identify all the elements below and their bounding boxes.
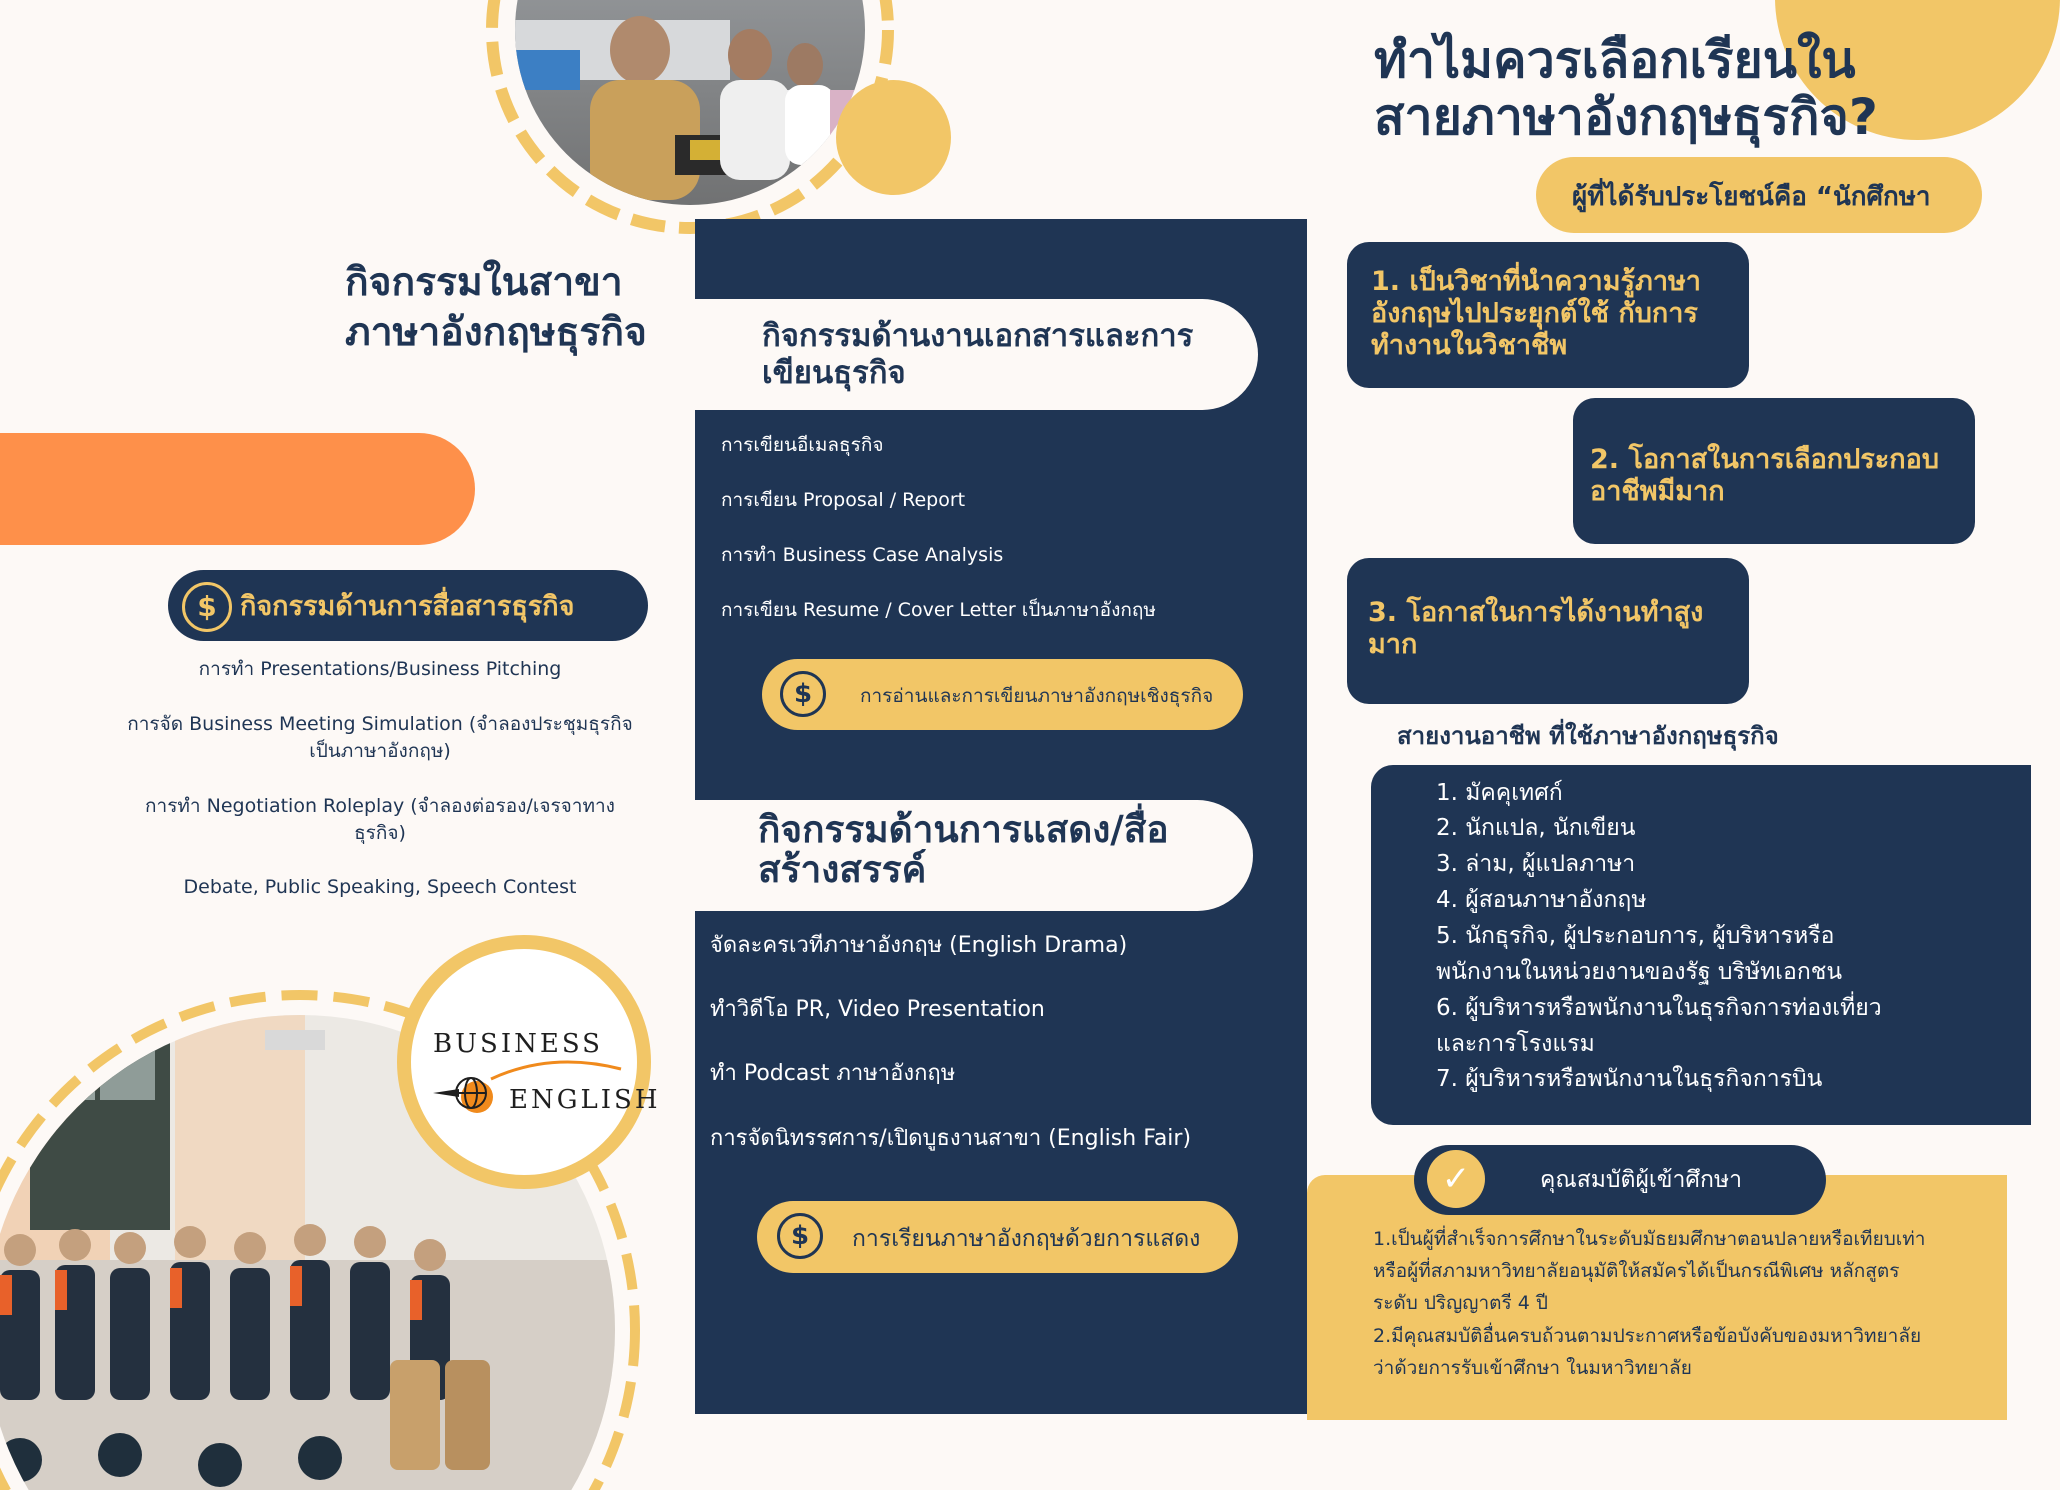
documents-item: การเขียน Resume / Cover Letter เป็นภาษาอังกฤษ [721, 599, 1156, 621]
career-item: 7. ผู้บริหารหรือพนักงานในธุรกิจการบิน [1436, 1066, 1823, 1092]
documents-item: การเขียน Proposal / Report [721, 489, 966, 511]
documents-item: การทำ Business Case Analysis [721, 544, 1004, 566]
section-title: กิจกรรมในสาขาภาษาอังกฤษธุรกิจ [345, 260, 647, 355]
performance-item: ทำวิดีโอ PR, Video Presentation [710, 997, 1045, 1022]
checkmark-icon: ✓ [1427, 1150, 1485, 1208]
logo-text-line2: ENGLISH [509, 1085, 661, 1115]
orange-decoration-pill [0, 433, 475, 545]
dollar-circle-icon: $ [780, 671, 826, 717]
reading-writing-pill [762, 659, 1243, 730]
why-study-title: ทำไมควรเลือกเรียนในสายภาษาอังกฤษธุรกิจ? [1374, 31, 1878, 146]
yellow-circle-decoration [836, 80, 951, 195]
reason-text: 1. เป็นวิชาที่นำความรู้ภาษาอังกฤษไปประยุกต์ใช้ กับการทำงานในวิชาชีพ [1371, 266, 1701, 361]
qualification-heading: คุณสมบัติผู้เข้าศึกษา [1540, 1167, 1743, 1193]
documents-heading: กิจกรรมด้านงานเอกสารและการเขียนธุรกิจ [762, 318, 1194, 391]
dollar-circle-icon: $ [777, 1213, 823, 1259]
qualification-item: 2.มีคุณสมบัติอื่นครบถ้วนตามประกาศหรือข้อบังคับของมหาวิทยาลัยว่าด้วยการรับเข้าศึกษา ในมหาวิทยาลัย [1373, 1325, 1922, 1379]
career-item: 2. นักแปล, นักเขียน [1436, 815, 1636, 841]
dollar-circle-icon: $ [182, 582, 232, 632]
career-item: 4. ผู้สอนภาษาอังกฤษ [1436, 887, 1647, 913]
documents-item: การเขียนอีเมลธุรกิจ [721, 434, 884, 456]
performance-item: ทำ Podcast ภาษาอังกฤษ [710, 1061, 956, 1086]
business-english-logo [397, 935, 661, 1189]
performance-item: การจัดนิทรรศการ/เปิดบูธงานสาขา (English Fair) [710, 1126, 1192, 1151]
acting-label: การเรียนภาษาอังกฤษด้วยการแสดง [852, 1226, 1201, 1252]
career-item: 5. นักธุรกิจ, ผู้ประกอบการ, ผู้บริหารหรือพนักงานในหน่วยงานของรัฐ บริษัทเอกชน [1436, 923, 1843, 985]
reason-text: 2. โอกาสในการเลือกประกอบอาชีพมีมาก [1590, 444, 1939, 507]
communication-item: Debate, Public Speaking, Speech Contest [183, 876, 577, 898]
beneficiary-text: ผู้ที่ได้รับประโยชน์คือ “นักศึกษา [1572, 182, 1931, 212]
communication-item: การจัด Business Meeting Simulation (จำลองประชุมธุรกิจเป็นภาษาอังกฤษ) [127, 713, 633, 762]
reason-text: 3. โอกาสในการได้งานทำสูงมาก [1368, 597, 1704, 660]
career-item: 3. ล่าม, ผู้แปลภาษา [1436, 851, 1636, 877]
communication-item: การทำ Presentations/Business Pitching [198, 658, 562, 680]
acting-pill [757, 1201, 1238, 1273]
communication-heading: กิจกรรมด้านการสื่อสารธุรกิจ [240, 591, 575, 622]
performance-item: จัดละครเวทีภาษาอังกฤษ (English Drama) [710, 933, 1128, 958]
career-item: 1. มัคคุเทศก์ [1436, 780, 1563, 806]
career-heading: สายงานอาชีพ ที่ใช้ภาษาอังกฤษธุรกิจ [1397, 722, 1779, 750]
logo-text-line1: BUSINESS [433, 1029, 603, 1059]
career-item: 6. ผู้บริหารหรือพนักงานในธุรกิจการท่องเที่ยว และการโรงแรม [1436, 995, 1882, 1057]
qualification-item: 1.เป็นผู้ที่สำเร็จการศึกษาในระดับมัธยมศึกษาตอนปลายหรือเทียบเท่าหรือผู้ที่สภามหาวิทยาลัยอนุมัติให้สมัครได้เป็นกรณีพิเศษ หลักสูตรระดับ ปริญญาตรี 4 ปี [1373, 1228, 1926, 1314]
logo-swoosh [491, 1057, 621, 1087]
reading-writing-label: การอ่านและการเขียนภาษาอังกฤษเชิงธุรกิจ [860, 685, 1214, 707]
performance-heading: กิจกรรมด้านการแสดง/สื่อสร้างสรรค์ [758, 808, 1169, 891]
communication-item: การทำ Negotiation Roleplay (จำลองต่อรอง/เจรจาทางธุรกิจ) [145, 795, 615, 844]
